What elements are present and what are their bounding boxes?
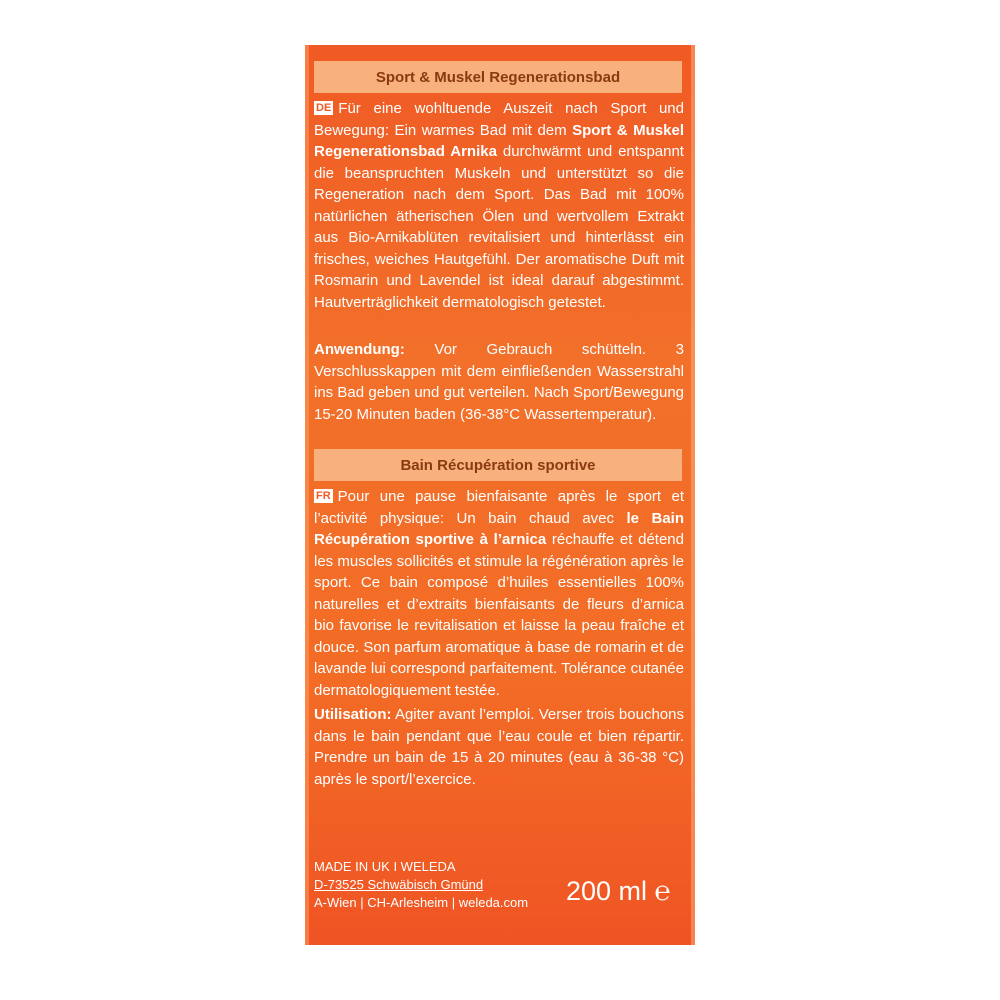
de-desc-part2: durchwärmt und entspannt die beanspruchten Muskeln und unterstützt so die Regeneration nach dem Sport. Das Bad mit 100% natürlichen ätherischen Ölen und wertvollem Extrakt aus Bio-Arnikablüten revitalisiert und hinterlässt ein frisches, weiches Hautgefühl. Der aromatische Duft mit Rosmarin und Lavendel ist ideal darauf abgestimmt. Hautverträglichkeit dermatologisch getestet. [314,143,684,311]
panel-left-edge [305,45,309,945]
de-usage-text: Vor Gebrauch schütteln. 3 Verschlusskappen mit dem einfließenden Wasserstrahl ins Bad geben und gut verteilen. Nach Sport/Bewegung 15-20 Minuten baden (36-38°C Wassertemperatur). [314,341,684,423]
fr-language-tag: FR [316,490,331,502]
fr-usage-label: Utilisation: [314,706,392,723]
de-language-tag: DE [316,102,332,114]
fr-product-name: le Bain Récupération sportive à l’arnica [314,509,685,548]
fr-section-header [314,449,682,481]
de-product-name: Sport & Muskel Regenerationsbad Arnika [314,121,684,160]
fr-description [314,486,684,701]
manufacturer-info [314,858,564,912]
fr-title: Bain Récupération sportive [400,456,596,474]
de-usage-label: Anwendung: [314,341,405,358]
fr-usage [314,704,684,790]
de-usage [314,339,684,425]
locations-line: A-Wien | CH-Arlesheim | weleda.com [314,895,529,910]
de-section-header [314,61,682,93]
de-description [314,98,684,313]
made-in-line: MADE IN UK I WELEDA [314,859,456,874]
fr-usage-text: Agiter avant l’emploi. Verser trois bouchons dans le bain pendant que l’eau coule et bien répartir. Prendre un bain de 15 à 20 minutes (eau à 36-38 °C) après le sport/l’exercice. [314,706,684,788]
panel-right-edge [691,45,695,945]
de-desc-part1: Für eine wohltuende Auszeit nach Sport und Bewegung: Ein warmes Bad mit dem [314,100,684,139]
address-line: D-73525 Schwäbisch Gmünd [314,877,484,892]
de-title: Sport & Muskel Regenerationsbad [375,68,621,86]
volume-label: 200 ml ℮ [566,876,671,906]
fr-desc-part2: réchauffe et détend les muscles sollicités et stimule la régénération après le sport. Ce bain composé d’huiles essentielles 100% naturelles et d’extraits bienfaisants de fleurs d’arnica bio favorise le revitalisation et laisse la peau fraîche et douce. Son parfum aromatique à base de romarin et de lavande lui correspond parfaitement. Tolérance cutanée dermatologiquement testée. [314,531,684,699]
fr-desc-part1: Pour une pause bienfaisante après le sport et l’activité physique: Un bain chaud avec [314,488,684,527]
